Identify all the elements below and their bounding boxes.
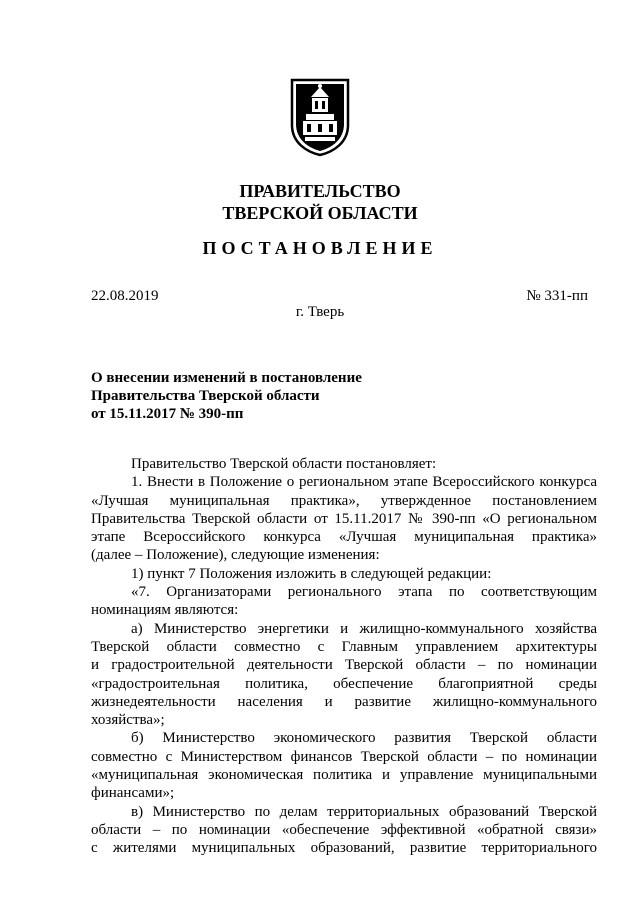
text-line: «муниципальная экономическая политика и управление муниципальными xyxy=(91,767,597,784)
paragraph-item-1 xyxy=(91,473,597,564)
paragraph-item-v xyxy=(91,803,597,858)
text-line: Тверской области совместно с Главным управлением архитектуры xyxy=(91,638,597,655)
document-subject xyxy=(91,369,451,423)
subject-line: О внесении изменений в постановление xyxy=(91,370,362,386)
text-line: «градостроительная политика, обеспечение благоприятной среды xyxy=(91,675,597,692)
text-line: номинациям являются: xyxy=(91,602,239,619)
subject-line: от 15.11.2017 № 390-пп xyxy=(91,406,244,422)
text-line: 1. Внести в Положение о региональном этапе Всероссийского конкурса xyxy=(131,474,597,491)
document-type: ПОСТАНОВЛЕНИЕ xyxy=(202,238,438,258)
text-line: (далее – Положение), следующие изменения: xyxy=(91,547,380,564)
document-date: 22.08.2019 xyxy=(91,288,159,304)
intro-paragraph: Правительство Тверской области постановляет: xyxy=(131,456,437,472)
document-number: № 331-пп xyxy=(526,288,588,304)
text-line: совместно с Министерством финансов Тверской области – по номинации xyxy=(91,748,597,765)
document-body xyxy=(91,455,597,858)
org-name-line2: ТВЕРСКОЙ ОБЛАСТИ xyxy=(222,203,418,223)
text-line: хозяйства»; xyxy=(91,712,165,729)
text-line: «Лучшая муниципальная практика», утвержденное постановлением xyxy=(91,492,597,509)
paragraph-subitem-1: 1) пункт 7 Положения изложить в следующей редакции: xyxy=(131,565,492,582)
text-line: в) Министерство по делам территориальных образований Тверской xyxy=(131,803,597,820)
paragraph-item-b xyxy=(91,729,597,802)
coat-of-arms-icon xyxy=(289,77,351,157)
subject-line: Правительства Тверской области xyxy=(91,388,320,404)
paragraph-clause-7 xyxy=(91,583,597,620)
text-line: б) Министерство экономического развития Тверской области xyxy=(131,730,597,747)
text-line: финансами»; xyxy=(91,785,175,802)
org-name-line1: ПРАВИТЕЛЬСТВО xyxy=(239,181,401,201)
text-line: а) Министерство энергетики и жилищно-коммунального хозяйства xyxy=(131,620,597,637)
text-line: «7. Организаторами регионального этапа по соответствующим xyxy=(131,584,597,601)
text-line: с жителями муниципальных образований, развитие территориального xyxy=(91,840,597,857)
document-city: г. Тверь xyxy=(295,304,345,320)
text-line: Правительства Тверской области от 15.11.2017 № 390-пп «О региональном xyxy=(91,510,597,527)
text-line: жизнедеятельности населения и развитие жилищно-коммунального xyxy=(91,693,597,710)
text-line: этапе Всероссийского конкурса «Лучшая муниципальная практика» xyxy=(91,529,597,546)
text-line: области – по номинации «обеспечение эффективной «обратной связи» xyxy=(91,821,597,838)
text-line: и градостроительной деятельности Тверской области – по номинации xyxy=(91,657,597,674)
paragraph-item-a xyxy=(91,620,597,730)
